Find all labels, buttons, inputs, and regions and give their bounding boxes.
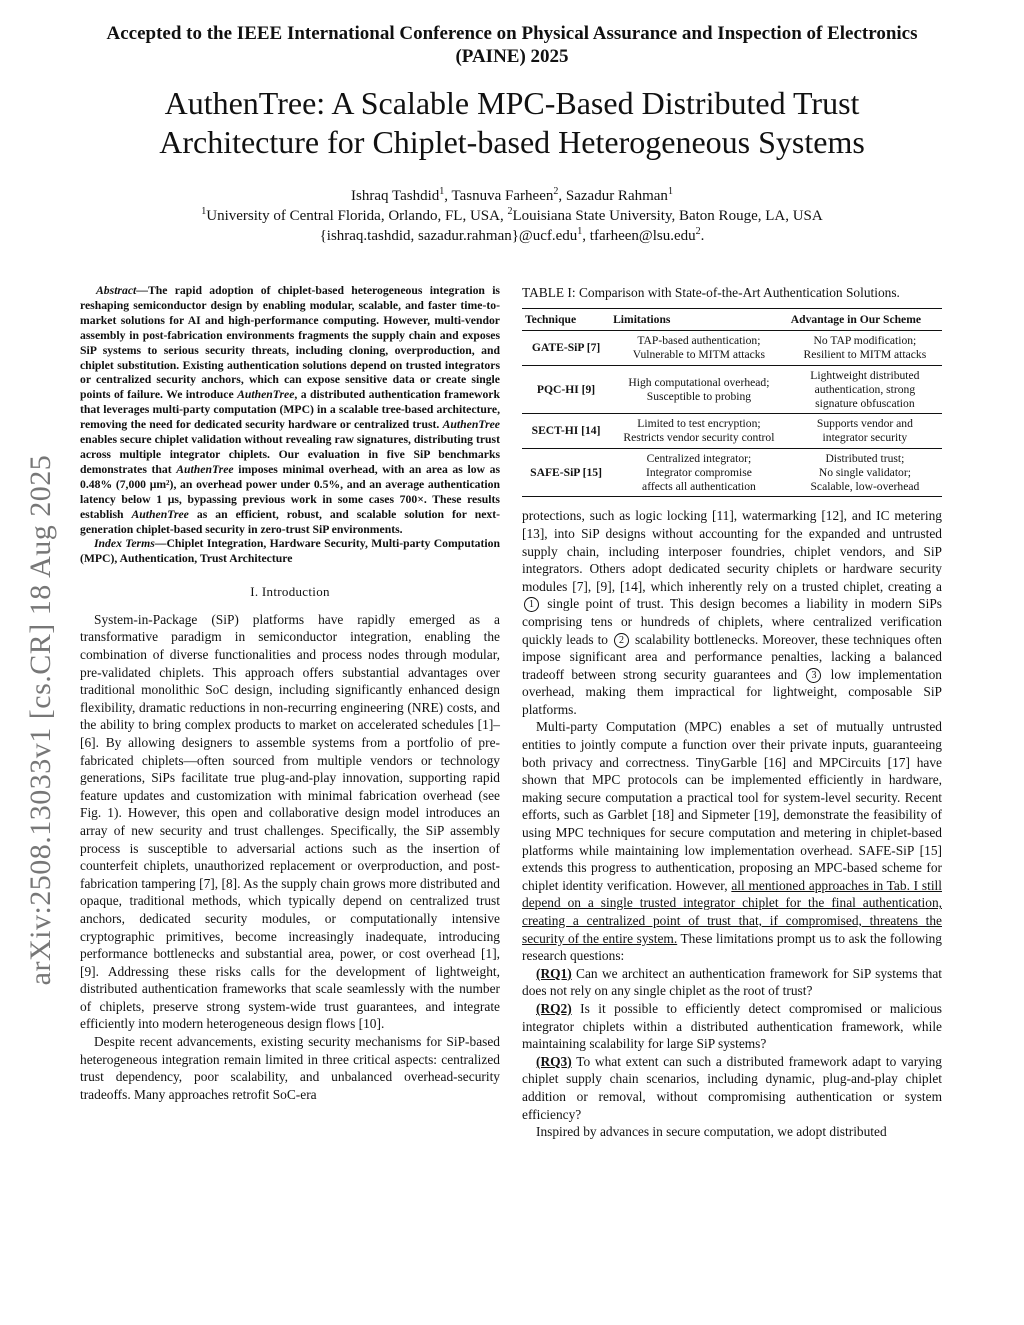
rq3-label: (RQ3) — [536, 1053, 572, 1069]
lim-line: Limited to test encryption; — [637, 417, 761, 431]
circled-number-2: 2 — [614, 633, 629, 648]
intro-body — [80, 611, 500, 1104]
abstract-name-4: AuthenTree — [131, 507, 189, 521]
table-cell-limitations — [610, 414, 788, 449]
table-cell-limitations — [610, 331, 788, 366]
lim-line: affects all authentication — [642, 479, 756, 493]
index-terms — [80, 537, 500, 567]
left-column — [80, 284, 500, 1103]
adv-line: Scalable, low-overhead — [810, 479, 920, 493]
lim-line: Vulnerable to MITM attacks — [632, 348, 766, 362]
index-terms-text: —Chiplet Integration, Hardware Security, Multi-party Computation (MPC), Authentication, Trust Architecture — [80, 537, 500, 566]
adv-line: No TAP modification; — [813, 334, 917, 348]
abstract-label: Abstract — [96, 284, 137, 297]
abstract-paragraph — [80, 284, 500, 537]
adv-line: Resilient to MITM attacks — [803, 348, 927, 362]
email-2: tfarheen@lsu.edu — [589, 228, 696, 244]
conference-banner — [60, 22, 964, 68]
comparison-table — [522, 308, 942, 498]
lim-line: Restricts vendor security control — [623, 431, 775, 445]
rq2-text: Is it possible to efficiently detect compromised or malicious integrator chiplets within a distributed authentication framework, while maintaining scalability for large SiP systems? — [522, 1000, 942, 1052]
abstract-name-3: AuthenTree — [176, 462, 234, 476]
abstract-name-1: AuthenTree — [237, 388, 295, 402]
lim-line: TAP-based authentication; — [637, 334, 761, 348]
circled-number-1: 1 — [524, 597, 539, 612]
p1-text-a: protections, such as logic locking [11], watermarking [12], and IC metering [13], into SiP designs without accounting for the expanded and untrusted supply chain, including interposer foundries, chiplet vendors, and SiP integrators. Others adopt dedicated security chiplets or hardware security modules [7], [9], [14], which inherently rely on a trusted chiplet, creating a — [522, 508, 942, 594]
table-row — [522, 365, 942, 413]
abstract-text-c: enables secure chiplet validation without revealing raw signatures, distributing trust across multiple integrator chiplets. Our evaluation in five SiP benchmarks demonstrates that — [80, 433, 500, 476]
conference-line-1: Accepted to the IEEE International Conference on Physical Assurance and Inspection of Electronics — [106, 23, 918, 44]
table-header-row — [522, 308, 942, 331]
arxiv-side-label: arXiv:2508.13033v1 [cs.CR] 18 Aug 2025 — [24, 454, 57, 986]
author-1-sup: 1 — [439, 186, 445, 197]
abstract-text-b: , a distributed authentication framework that leverages multi-party computation (MPC) in a scalable tree-based architecture, removing the need for dedicated security hardware or centralized trust. — [80, 388, 500, 432]
rq2-label: (RQ2) — [536, 1000, 572, 1016]
table-cell-technique: SECT-HI [14] — [522, 414, 610, 449]
intro-paragraph-1: System-in-Package (SiP) platforms have rapidly emerged as a transformative paradigm in semiconductor integration, enabling the combination of diverse functionalities and process nodes through modular, pre-validated chiplets. This approach offers substantial advantages over traditional monolithic SoC design, including significantly enhanced design flexibility, dramatic reductions in non-recurring engineering (NRE) costs, and the ability to bring complex products to market on accelerated schedules [1]–[6]. By allowing designers to assemble systems from a portfolio of pre-fabricated chiplets—often sourced from multiple vendors or technology generations, SiPs facilitate true plug-and-play innovation, supporting rapid feature updates and customization with minimal fabrication overhead (see Fig. 1). However, this open and collaborative design model introduces an array of new security and trust challenges. Specifically, the SiP assembly process is susceptible to adversarial actions such as the insertion of counterfeit chiplets, unauthorized replacement or overproduction, and post-fabrication tampering [7], [8]. As the supply chain grows more distributed and opaque, traditional methods, which typically depend on centralized trust anchors, dedicated security modules, or computationally intensive cryptographic primitives, become increasingly inadequate, introducing performance bottlenecks and substantial area, power, or cost overhead [1], [9]. Addressing these risks calls for the development of lightweight, distributed authentication frameworks that scale seamlessly with the number of chiplets, preserve strong system-wide trust guarantees, and integrate efficiently into modern heterogeneous design flows [10]. — [80, 611, 500, 1032]
rq3-text: To what extent can such a distributed framework adapt to varying chiplet supply chain scenarios, including dynamic, plug-and-play chiplet addition or removal, without compromising authentication or system efficiency? — [522, 1053, 942, 1122]
author-2: Tasnuva Farheen — [451, 188, 554, 204]
table-row — [522, 448, 942, 496]
table-cell-limitations — [610, 448, 788, 496]
author-1: Ishraq Tashdid — [351, 188, 440, 204]
table-cell-technique: SAFE-SiP [15] — [522, 448, 610, 496]
adv-line: No single validator; — [818, 465, 911, 479]
abstract — [80, 284, 500, 567]
table-row — [522, 414, 942, 449]
circled-number-3: 3 — [806, 668, 821, 683]
table-header-technique: Technique — [522, 308, 610, 331]
affiliation-2: Louisiana State University, Baton Rouge, LA, USA — [512, 208, 823, 224]
aff-1-sup: 1 — [201, 206, 207, 217]
abstract-text-e: as an efficient, robust, and scalable solution for next-generation chiplet-based security in zero-trust SiP environments. — [80, 507, 501, 536]
index-terms-label: Index Terms — [94, 537, 155, 551]
rq2-paragraph — [522, 1000, 942, 1053]
author-names: Ishraq Tashdid$^1$, Tasnuva Farheen$^2$, Sazadur Rahman$^1$ — [351, 186, 673, 204]
author-3-sup: 1 — [667, 186, 673, 197]
abstract-text-a: —The rapid adoption of chiplet-based heterogeneous integration is reshaping semiconductor design by enabling modular, scalable, and faster time-to-market solutions for AI and high-performance computing. However, multi-vendor assembly in post-fabrication environments fragments the supply chain and exposes SiP systems to serious security threats, including cloning, overproduction, and chiplet substitution. Existing authentication solutions depend on trusted integrators or centralized security anchors, which can expose sensitive data or create single points of failure. We introduce — [80, 284, 500, 402]
abstract-name-2: AuthenTree — [442, 418, 500, 432]
paper-title — [60, 84, 964, 162]
lim-line: High computational overhead; — [628, 375, 770, 389]
lim-line: Susceptible to probing — [646, 389, 752, 403]
aff-2-sup: 2 — [507, 206, 513, 217]
adv-line: authentication, strong — [814, 382, 916, 396]
title-line-1: AuthenTree: A Scalable MPC-Based Distributed Trust — [164, 85, 860, 121]
p1-text-c: scalability bottlenecks. Moreover, these techniques often impose significant area and performance penalties, lacking a balanced tradeoff between strong security guarantees and — [522, 631, 942, 682]
table-cell-advantage — [788, 365, 942, 413]
table-row — [522, 331, 942, 366]
p1-text-b: single point of trust. This design becomes a liability in modern SiPs comprising tens or hundreds of chiplets, where centralized verification quickly leads to — [522, 596, 942, 647]
right-paragraph-3: Inspired by advances in secure computation, we adopt distributed — [536, 1124, 887, 1140]
lim-line: Integrator compromise — [645, 465, 752, 479]
affiliation-1: University of Central Florida, Orlando, FL, USA, — [206, 208, 504, 224]
adv-line: integrator security — [822, 431, 908, 445]
rq1-label: (RQ1) — [536, 965, 572, 981]
rq1-paragraph — [522, 965, 942, 1000]
email-2-sup: 2 — [695, 226, 701, 237]
p2-text-b: These limitations prompt us to ask the following research questions: — [522, 930, 942, 964]
emails: {ishraq.tashdid, sazadur.rahman}@ucf.edu$^1$, tfarheen@lsu.edu$^2$. — [319, 226, 705, 244]
email-1-sup: 1 — [577, 226, 583, 237]
author-block — [60, 186, 964, 246]
table-header-advantage: Advantage in Our Scheme — [788, 308, 942, 331]
right-paragraph-2 — [522, 718, 942, 964]
adv-line: Distributed trust; — [825, 451, 905, 465]
affiliations — [60, 206, 964, 226]
table-cell-technique: PQC-HI [9] — [522, 365, 610, 413]
adv-line: signature obfuscation — [815, 396, 915, 410]
author-3: Sazadur Rahman — [565, 188, 668, 204]
table-caption: TABLE I: Comparison with State-of-the-Art Authentication Solutions. — [522, 285, 900, 300]
abstract-text-d: imposes minimal overhead, with an area as low as 0.48% (7,000 μm²), an overhead power under 0.5%, and an average authentication latency below 1 μs, bypassing previous work in some cases 700×. These results establish — [80, 462, 500, 521]
p2-text-a: Multi-party Computation (MPC) enables a set of mutually untrusted entities to jointly compute a function over their private inputs, guaranteeing both privacy and correctness. TinyGarble [16] and MPCircuits [17] have shown that MPC protocols can be implemented efficiently in hardware, making secure computation a practical tool for system-level security. Recent efforts, such as Garblet [18] and Sipmeter [19], demonstrate the feasibility of using MPC techniques for secure computation and metering in chiplet-based platforms while maintaining low implementation overhead. SAFE-SiP [15] extends this progress to authentication, proposing an MPC-based scheme for chiplet identity verification. However, — [522, 719, 942, 893]
table-header-limitations: Limitations — [610, 308, 788, 331]
lim-line: Centralized integrator; — [646, 451, 752, 465]
right-body — [522, 507, 942, 1140]
rq3-paragraph — [522, 1053, 942, 1123]
conference-line-2: (PAINE) 2025 — [455, 46, 569, 67]
adv-line: Supports vendor and — [816, 417, 913, 431]
right-paragraph-1 — [522, 507, 942, 718]
email-1: {ishraq.tashdid, sazadur.rahman}@ucf.edu — [319, 228, 578, 244]
intro-paragraph-2: Despite recent advancements, existing security mechanisms for SiP-based heterogeneous integration remain limited in three critical aspects: centralized trust dependency, poor scalability, and unbalanced overhead-security tradeoffs. Many approaches retrofit SoC-era — [80, 1034, 500, 1102]
right-column — [522, 284, 942, 1141]
table-cell-technique: GATE-SiP [7] — [522, 331, 610, 366]
p1-text-d: low implementation overhead, making them impractical for lightweight, composable SiP platforms. — [522, 666, 943, 717]
table-cell-advantage — [788, 448, 942, 496]
section-heading-introduction: I. Introduction — [250, 584, 330, 600]
table-cell-advantage — [788, 331, 942, 366]
table-cell-advantage — [788, 414, 942, 449]
author-2-sup: 2 — [553, 186, 559, 197]
title-line-2: Architecture for Chiplet-based Heterogeneous Systems — [159, 124, 865, 160]
rq1-text: Can we architect an authentication framework for SiP systems that does not rely on any single chiplet as the root of trust? — [522, 965, 942, 999]
p2-underlined: all mentioned approaches in Tab. I still depend on a single trusted integrator chiplet for the final authentication, creating a centralized point of trust that, if compromised, threatens the security of the entire system. — [522, 877, 942, 946]
adv-line: Lightweight distributed — [810, 368, 920, 382]
table-cell-limitations — [610, 365, 788, 413]
